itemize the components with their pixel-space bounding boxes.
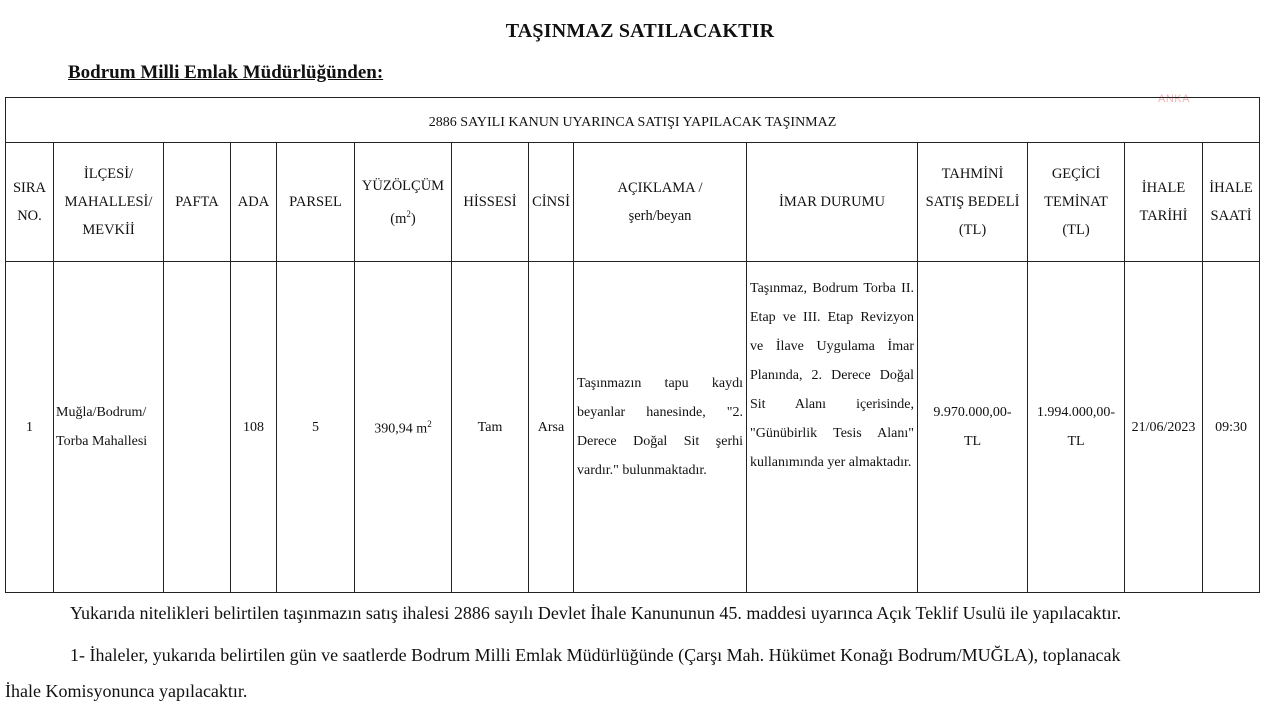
cell-parsel: 5	[277, 262, 355, 593]
cell-hisse: Tam	[452, 262, 529, 593]
header-parsel: PARSEL	[277, 143, 355, 262]
table-row	[6, 262, 1260, 593]
issuing-office: Bodrum Milli Emlak Müdürlüğünden:	[68, 62, 384, 83]
paragraph-auction-location: 1- İhaleler, yukarıda belirtilen gün ve saatlerde Bodrum Milli Emlak Müdürlüğünde (Çarşı Mah. Hükümet Konağı Bodrum/MUĞLA), toplanacak	[70, 645, 1121, 665]
header-tahmini-bedel: TAHMİNİ SATIŞ BEDELİ (TL)	[918, 143, 1028, 262]
cell-pafta	[164, 262, 231, 593]
header-pafta: PAFTA	[164, 143, 231, 262]
cell-cins: Arsa	[529, 262, 574, 593]
header-hisse: HİSSESİ	[452, 143, 529, 262]
table-caption: 2886 SAYILI KANUN UYARINCA SATIŞI YAPILACAK TAŞINMAZ	[6, 98, 1260, 143]
cell-ilce: Muğla/Bodrum/ Torba Mahallesi	[54, 262, 164, 593]
cell-imar-durumu: Taşınmaz, Bodrum Torba II. Etap ve III. Etap Revizyon ve İlave Uygulama İmar Planında, 2. Derece Doğal Sit Alanı içerisinde, "Günübirlik Tesis Alanı" kullanımında yer almaktadır.	[747, 262, 918, 593]
header-ihale-saati: İHALE SAATİ	[1203, 143, 1260, 262]
cell-ihale-tarihi: 21/06/2023	[1125, 262, 1203, 593]
header-gecici-teminat: GEÇİCİ TEMİNAT (TL)	[1028, 143, 1125, 262]
header-aciklama: AÇIKLAMA / şerh/beyan	[574, 143, 747, 262]
cell-ihale-saati: 09:30	[1203, 262, 1260, 593]
property-sale-table	[5, 97, 1260, 593]
watermark-logo: ANKA	[1158, 93, 1190, 105]
header-yuzolcum: YÜZÖLÇÜM $(m^2)$	[355, 143, 452, 262]
cell-aciklama: Taşınmazın tapu kaydı beyanlar hanesinde, "2. Derece Doğal Sit şerhi vardır." bulunmaktadır.	[574, 262, 747, 593]
paragraph-auction-commission: İhale Komisyonunca yapılacaktır.	[5, 681, 248, 701]
header-sira-no: SIRA NO.	[6, 143, 54, 262]
header-ilce-mahalle: İLÇESİ/ MAHALLESİ/ MEVKİİ	[54, 143, 164, 262]
header-imar-durumu: İMAR DURUMU	[747, 143, 918, 262]
header-cins: CİNSİ	[529, 143, 574, 262]
header-ihale-tarihi: İHALE TARİHİ	[1125, 143, 1203, 262]
cell-sira: 1	[6, 262, 54, 593]
table-header-row	[6, 143, 1260, 262]
header-ada: ADA	[231, 143, 277, 262]
cell-gecici-teminat: 1.994.000,00- TL	[1028, 262, 1125, 593]
cell-yuzolcum: 390,94 $m^2$	[355, 262, 452, 593]
document-title: TAŞINMAZ SATILACAKTIR	[505, 20, 775, 42]
cell-ada: 108	[231, 262, 277, 593]
paragraph-sale-method: Yukarıda nitelikleri belirtilen taşınmazın satış ihalesi 2886 sayılı Devlet İhale Kanununun 45. maddesi uyarınca Açık Teklif Usulü ile yapılacaktır.	[70, 603, 1122, 623]
cell-tahmini-bedel: 9.970.000,00- TL	[918, 262, 1028, 593]
